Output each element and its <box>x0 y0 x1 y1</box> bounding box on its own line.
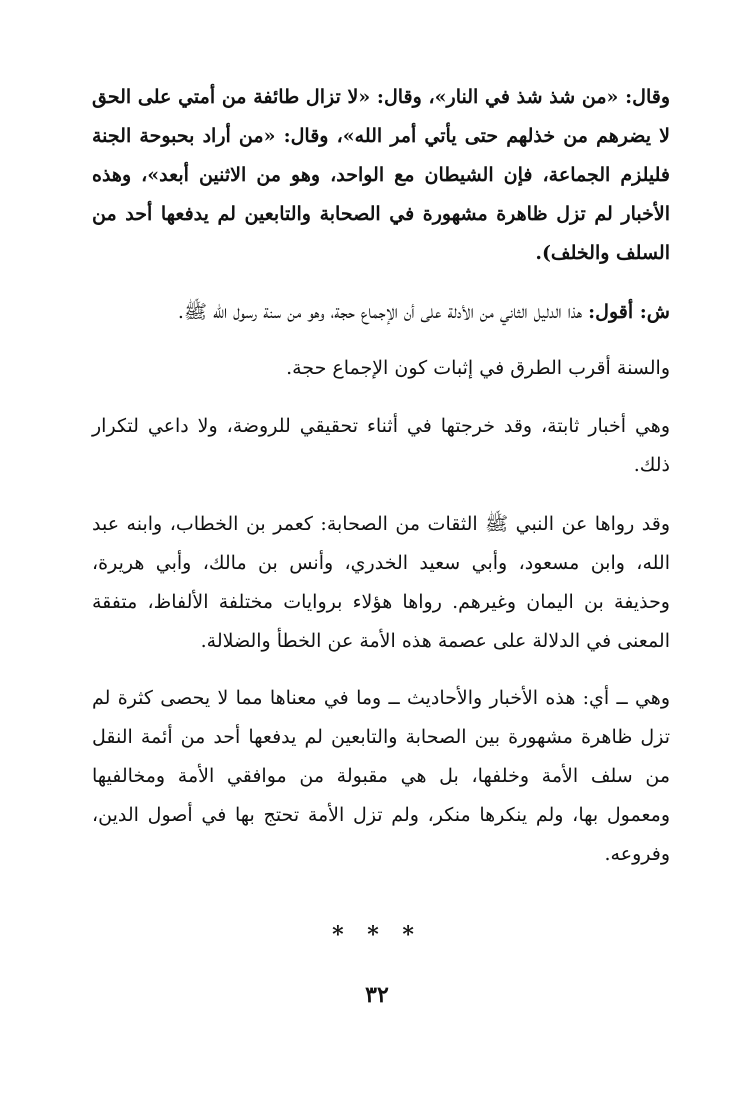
paragraph-sunnah: والسنة أقرب الطرق في إثبات كون الإجماع حجة. <box>286 357 670 379</box>
paragraph-reports: وهي أخبار ثابتة، وقد خرجتها في أثناء تحقيقي للروضة، ولا داعي لتكرار ذلك. <box>92 415 670 476</box>
commentary-label: ش: أقول: <box>588 301 670 323</box>
paragraph-quote: وقال: «من شذ شذ في النار»، وقال: «لا تزال طائفة من أمتي على الحق لا يضرهم من خذلهم حتى يأتي أمر الله»، وقال: «من أراد بحبوحة الجنة فليلزم الجماعة، فإن الشيطان مع الواحد، وهو من الاثنين أبعد»، وهذه الأخبار لم تزل ظاهرة مشهورة في الصحابة والتابعين لم يدفعها أحد من السلف والخلف). <box>92 86 671 264</box>
commentary-text: هذا الدليل الثاني من الأدلة على أن الإجماع حجة، وهو من سنة رسول الله ﷺ. <box>177 301 589 323</box>
paragraph-commentary <box>92 293 670 332</box>
paragraph-conclusion: وهي ــ أي: هذه الأخبار والأحاديث ــ وما في معناها مما لا يحصى كثرة لم تزل ظاهرة مشهورة بين الصحابة والتابعين لم يدفعها أحد من أئمة النقل من سلف الأمة وخلفها، بل هي مقبولة من موافقي الأمة ومخالفيها ومعمول بها، ولم ينكرها منكر، ولم تزل الأمة تحتج بها في أصول الدين، وفروعه. <box>92 687 670 865</box>
page-number: ٣٢ <box>365 982 389 1008</box>
paragraph-narrators: وقد رواها عن النبي ﷺ الثقات من الصحابة: كعمر بن الخطاب، وابنه عبد الله، وابن مسعود، وأبي سعيد الخدري، وأنس بن مالك، وأبي هريرة، وحذيفة بن اليمان وغيرهم. رواها هؤلاء بروايات مختلفة الألفاظ، متفقة المعنى في الدلالة على عصمة هذه الأمة عن الخطأ والضلالة. <box>92 513 670 652</box>
section-separator: * * * <box>332 922 422 948</box>
text-column <box>92 78 670 874</box>
